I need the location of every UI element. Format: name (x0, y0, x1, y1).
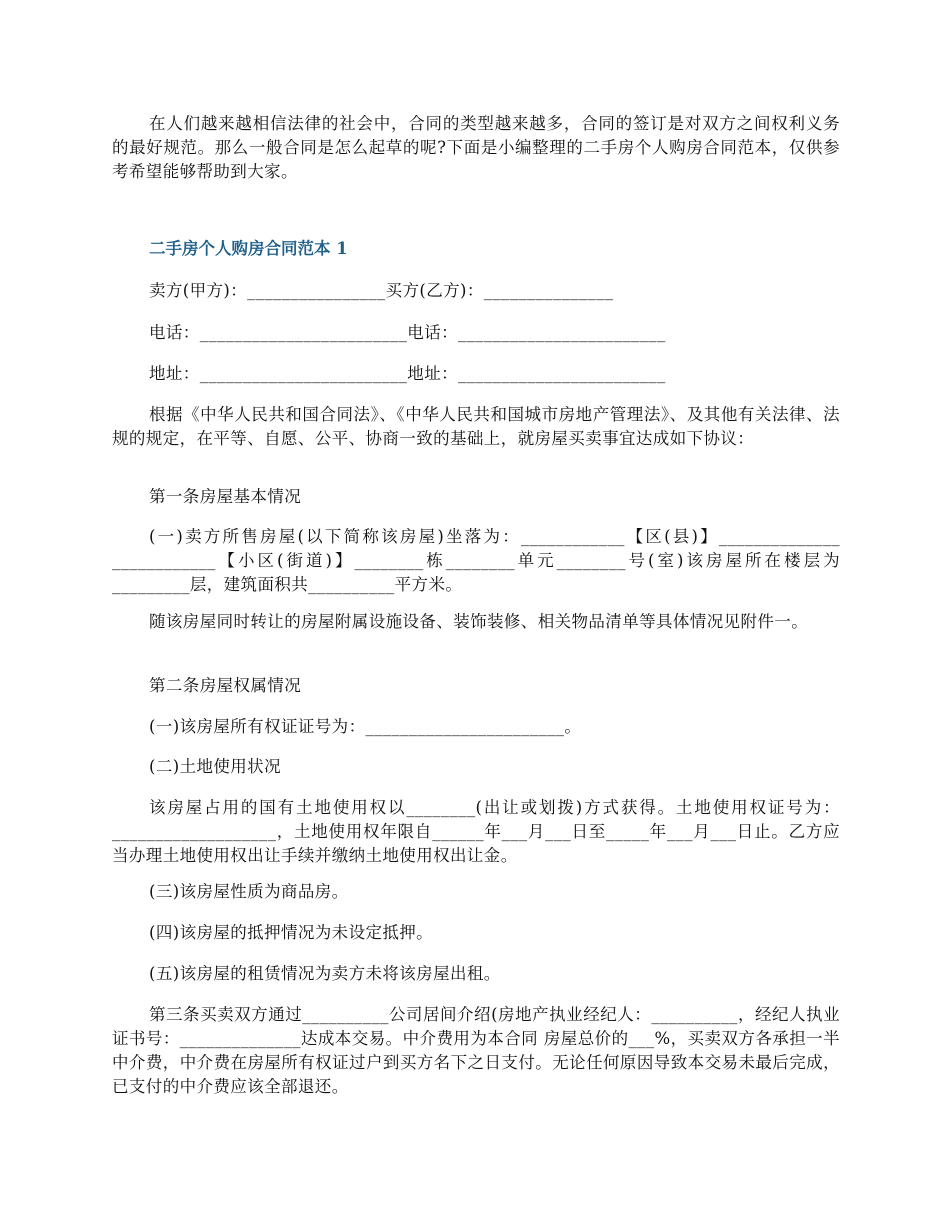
article-2-item-5: (五)该房屋的租赁情况为卖方未将该房屋出租。 (149, 964, 501, 983)
intro-paragraph: 在人们越来越相信法律的社会中，合同的类型越来越多，合同的签订是对双方之间权利义务的最好规范。那么一般合同是怎么起草的呢?下面是小编整理的二手房个人购房合同范本，仅供参考希望能够帮助到大家。 (112, 114, 840, 181)
article-2-item-2-title: (二)土地使用状况 (149, 757, 281, 776)
article-1-title: 第一条房屋基本情况 (149, 487, 302, 506)
address-line: 地址：________________________地址：________________________ (149, 364, 666, 383)
article-2-item-4: (四)该房屋的抵押情况为未设定抵押。 (149, 923, 434, 942)
article-2-title: 第二条房屋权属情况 (149, 676, 302, 695)
basis-paragraph: 根据《中华人民共和国合同法》、《中华人民共和国城市房地产管理法》、及其他有关法律、法规的规定，在平等、自愿、公平、协商一致的基础上，就房屋买卖事宜达成如下协议： (112, 405, 840, 448)
parties-line: 卖方(甲方)：________________买方(乙方)：_______________ (149, 281, 614, 300)
article-1-attachment: 随该房屋同时转让的房屋附属设施设备、装饰装修、相关物品清单等具体情况见附件一。 (149, 612, 809, 631)
article-1-item-1: (一)卖方所售房屋(以下简称该房屋)坐落为：____________【区(县)】______________ ____________【小区(街道)】________栋________单元________号(室)该房屋所在楼层为_________层，建筑面积共__________平方米。 (112, 527, 840, 594)
article-2-item-2-body: 该房屋占用的国有土地使用权以________(出让或划拨)方式获得。土地使用权证号为：___________________，土地使用权年限自______年___月___日至_____年___月___日止。乙方应当办理土地使用权出让手续并缴纳土地使用权出让金。 (112, 798, 840, 865)
contract-heading: 二手房个人购房合同范本 1 (149, 239, 348, 258)
article-2-item-1: (一)该房屋所有权证证号为：_______________________。 (149, 717, 582, 736)
article-3-paragraph: 第三条买卖双方通过__________公司居间介绍(房地产执业经纪人：__________，经纪人执业证书号：______________达成本交易。中介费用为本合同 房屋总价的___%，买卖双方各承担一半中介费，中介费在房屋所有权证过户到买方名下之日支付。无论任何原因导致本交易未最后完成，已支付的中介费应该全部退还。 (112, 1005, 840, 1096)
phone-line: 电话：________________________电话：________________________ (149, 323, 666, 342)
article-2-item-3: (三)该房屋性质为商品房。 (149, 882, 349, 901)
